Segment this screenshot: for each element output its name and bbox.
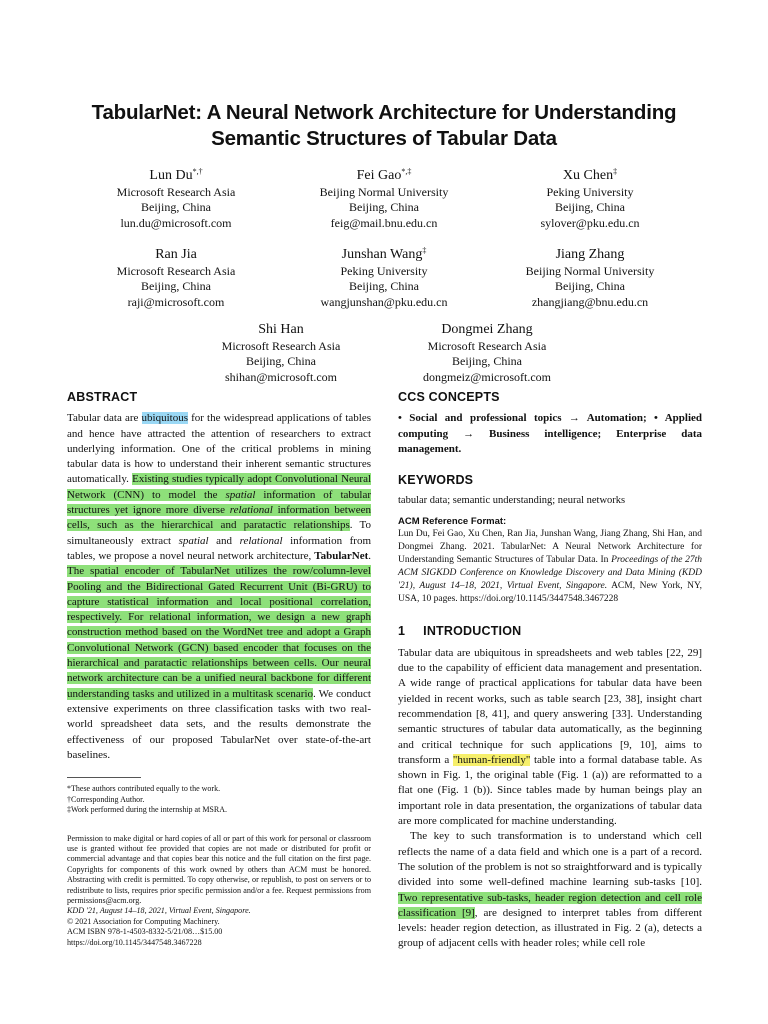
author-affiliation: Peking University xyxy=(546,185,634,199)
author-marks: ‡ xyxy=(613,167,618,176)
left-column xyxy=(67,390,371,948)
author-name: Dongmei Zhang xyxy=(441,322,533,337)
permission-text: Permission to make digital or hard copies of all or part of this work for personal or classroom use is granted without fee provided that copies are not made or distributed for profit or commercial advantage and that copies bear this notice and the full citation on the first page. Copyrights for components of this work owned by others than ACM must be honored. Abstracting with credit is permitted. To copy otherwise, or republish, to post on servers or to redistribute to lists, requires prior specific permission and/or a fee. Request permissions from permissions@acm.org. xyxy=(67,833,371,906)
author-name: Jiang Zhang xyxy=(555,247,625,262)
author-name: Shi Han xyxy=(258,322,304,337)
right-column xyxy=(398,390,702,952)
author-email[interactable]: sylover@pku.edu.cn xyxy=(540,215,640,230)
paper-title xyxy=(40,100,728,152)
author-block xyxy=(274,242,494,310)
author-affiliation: Beijing Normal University xyxy=(319,185,449,199)
author-email[interactable]: lun.du@microsoft.com xyxy=(120,215,232,230)
keywords-text: tabular data; semantic understanding; neural networks xyxy=(398,495,626,507)
author-location: Beijing, China xyxy=(349,279,419,294)
author-location: Beijing, China xyxy=(141,200,211,215)
footnote-1: *These authors contributed equally to the work. xyxy=(67,784,221,794)
highlight-yellow: "human-friendly" xyxy=(452,753,531,766)
author-location: Beijing, China xyxy=(555,200,625,215)
reference-text: Lun Du, Fei Gao, Xu Chen, Ran Jia, Junshan Wang, Jiang Zhang, Shi Han, and Dongmei Zhang. 2021. TabularNet: A Neural Network Architecture for Understanding Semantic Structures of Tabular Data. In Proceedings of the 27th ACM SIGKDD Conference on Knowledge Discovery and Data Mining (KDD '21), August 14–18, 2021, Virtual Event, Singapore. ACM, New York, NY, USA, 10 pages. https://doi.org/10.1145/3447548.3467228 xyxy=(398,529,702,605)
author-block xyxy=(171,317,391,385)
section-title: INTRODUCTION xyxy=(423,624,522,639)
author-affiliation: Beijing Normal University xyxy=(525,264,655,278)
highlight-green: The spatial encoder of TabularNet utilizes the row/column-level Pooling and the Bidirectional Gated Recurrent Unit (Bi-GRU) to capture statistical information and local positional correlation, respectively. For relational information, we design a new graph construction method based on the WordNet tree and adopt a Graph Convolutional Network (GCN) based encoder that focuses on the hierarchical and paratactic relationships between cells. Our neural network architecture can be a unified neural backbone for different understanding tasks and utilized in a multitask scenario xyxy=(67,565,371,700)
author-block xyxy=(480,163,700,231)
author-marks: *,† xyxy=(192,167,203,176)
keywords-heading: KEYWORDS xyxy=(398,473,474,488)
author-email[interactable]: raji@microsoft.com xyxy=(127,294,225,309)
author-location: Beijing, China xyxy=(141,279,211,294)
intro-heading xyxy=(398,624,702,639)
author-email[interactable]: feig@mail.bnu.edu.cn xyxy=(330,215,438,230)
permission-doi[interactable]: https://doi.org/10.1145/3447548.3467228 xyxy=(67,937,202,947)
footnote-2: †Corresponding Author. xyxy=(67,794,145,804)
highlight-green: Existing studies typically adopt Convolutional Neural Network (CNN) to model the spatial information of tabular structures yet ignore more diverse relational information between cells, such as the hierarchical and paratactic relationships xyxy=(67,473,372,532)
permission-isbn: ACM ISBN 978-1-4503-8332-5/21/08…$15.00 xyxy=(67,927,223,937)
ccs-heading: CCS CONCEPTS xyxy=(398,390,500,404)
author-affiliation: Microsoft Research Asia xyxy=(427,339,547,353)
author-affiliation: Peking University xyxy=(340,264,428,278)
highlight-green: Two representative sub-tasks, header region detection and cell role classification [9] xyxy=(398,891,702,919)
abstract-text: Tabular data are ubiquitous for the widespread applications of tables and hence have attracted the attention of researchers to extract underlying information. One of the critical problems in mining tabular data is how to understand their inherent semantic structures automatically. Existing studies typically adopt Convolutional Neural Network (CNN) to model the spatial information of tabular structures yet ignore more diverse relational information between cells, such as the hierarchical and paratactic relationships. To simultaneously extract spatial and relational information from tables, we propose a novel neural network architecture, TabularNet. The spatial encoder of TabularNet utilizes the row/column-level Pooling and the Bidirectional Gated Recurrent Unit (Bi-GRU) to capture statistical information and local positional correlation, respectively. For relational information, we design a new graph construction method based on the WordNet tree and adopt a Graph Convolutional Network (GCN) based encoder that focuses on the hierarchical and paratactic relationships between cells. Our neural network architecture can be a unified neural backbone for different understanding tasks and utilized in a multitask scenario. We conduct extensive experiments on three classification tasks with two real-world spreadsheet data sets, and the results demonstrate the effectiveness of our proposed TabularNet over state-of-the-art baselines. xyxy=(67,412,372,761)
author-name: Lun Du xyxy=(149,168,193,183)
author-affiliation: Microsoft Research Asia xyxy=(221,339,341,353)
reference-label: ACM Reference Format: xyxy=(398,516,507,528)
author-location: Beijing, China xyxy=(246,354,316,369)
intro-paragraph-1: Tabular data are ubiquitous in spreadsheets and web tables [22, 29] due to the capability of efficient data management and presentation. A wide range of practical applications for tabular data have been yielded in recent works, such as table search [23, 38], insight chart recommendation [8, 41], and query answering [33]. Understanding semantic structures of tabular data automatically, as the beginning and critical technique for such applications [9, 10], aims to transform a "human-friendly" table into a formal database table. As shown in Fig. 1, the original table (Fig. 1 (a)) are reformatted to a flat one (Fig. 1 (b)). Since tables made by human beings play an important role in data presentation, the organizations of tabular data are more complicated for machine understanding. xyxy=(398,646,702,828)
author-name: Fei Gao xyxy=(356,168,402,183)
author-block xyxy=(66,163,286,231)
author-location: Beijing, China xyxy=(452,354,522,369)
author-email[interactable]: wangjunshan@pku.edu.cn xyxy=(320,294,448,309)
author-block xyxy=(480,242,700,310)
author-marks: *,‡ xyxy=(401,167,412,176)
footnotes xyxy=(67,777,371,816)
abstract-heading: ABSTRACT xyxy=(67,390,138,404)
highlight-blue: ubiquitous xyxy=(141,412,188,425)
author-email[interactable]: dongmeiz@microsoft.com xyxy=(422,369,552,384)
acm-reference xyxy=(398,515,702,606)
author-block xyxy=(274,163,494,231)
author-affiliation: Microsoft Research Asia xyxy=(116,185,236,199)
intro-paragraph-2: The key to such transformation is to understand which cell reflects the name of a data field and which one is a part of a record. The solution of the problem is not so straightforward and is typically divided into some well-defined machine learning sub-tasks [10]. Two representative sub-tasks, header region detection and cell role classification [9], are designed to interpret tables from different levels: header region detection, as illustrated in Fig. 2 (a), detects a group of adjacent cells with header roles; while cell role xyxy=(398,830,702,950)
footnote-rule xyxy=(67,777,141,778)
author-affiliation: Microsoft Research Asia xyxy=(116,264,236,278)
title-line-2: Semantic Structures of Tabular Data xyxy=(211,127,557,150)
author-email[interactable]: zhangjiang@bnu.edu.cn xyxy=(531,294,649,309)
permission-copyright: © 2021 Association for Computing Machinery. xyxy=(67,916,220,926)
ccs-text: • Social and professional topics → Automation; • Applied computing → Business intelligence; Enterprise data management. xyxy=(398,412,702,455)
author-marks: ‡ xyxy=(422,246,427,255)
author-name: Xu Chen xyxy=(562,168,614,183)
author-block xyxy=(66,242,286,310)
title-line-1: TabularNet: A Neural Network Architecture for Understanding xyxy=(91,101,677,124)
author-email[interactable]: shihan@microsoft.com xyxy=(224,369,338,384)
footnote-3: ‡Work performed during the internship at MSRA. xyxy=(67,805,227,815)
permission-block xyxy=(67,834,371,948)
author-location: Beijing, China xyxy=(349,200,419,215)
author-location: Beijing, China xyxy=(555,279,625,294)
author-name: Ran Jia xyxy=(155,247,197,262)
author-block xyxy=(377,317,597,385)
permission-venue: KDD '21, August 14–18, 2021, Virtual Event, Singapore. xyxy=(67,906,251,916)
section-number: 1 xyxy=(398,624,406,639)
author-name: Junshan Wang xyxy=(341,247,423,262)
